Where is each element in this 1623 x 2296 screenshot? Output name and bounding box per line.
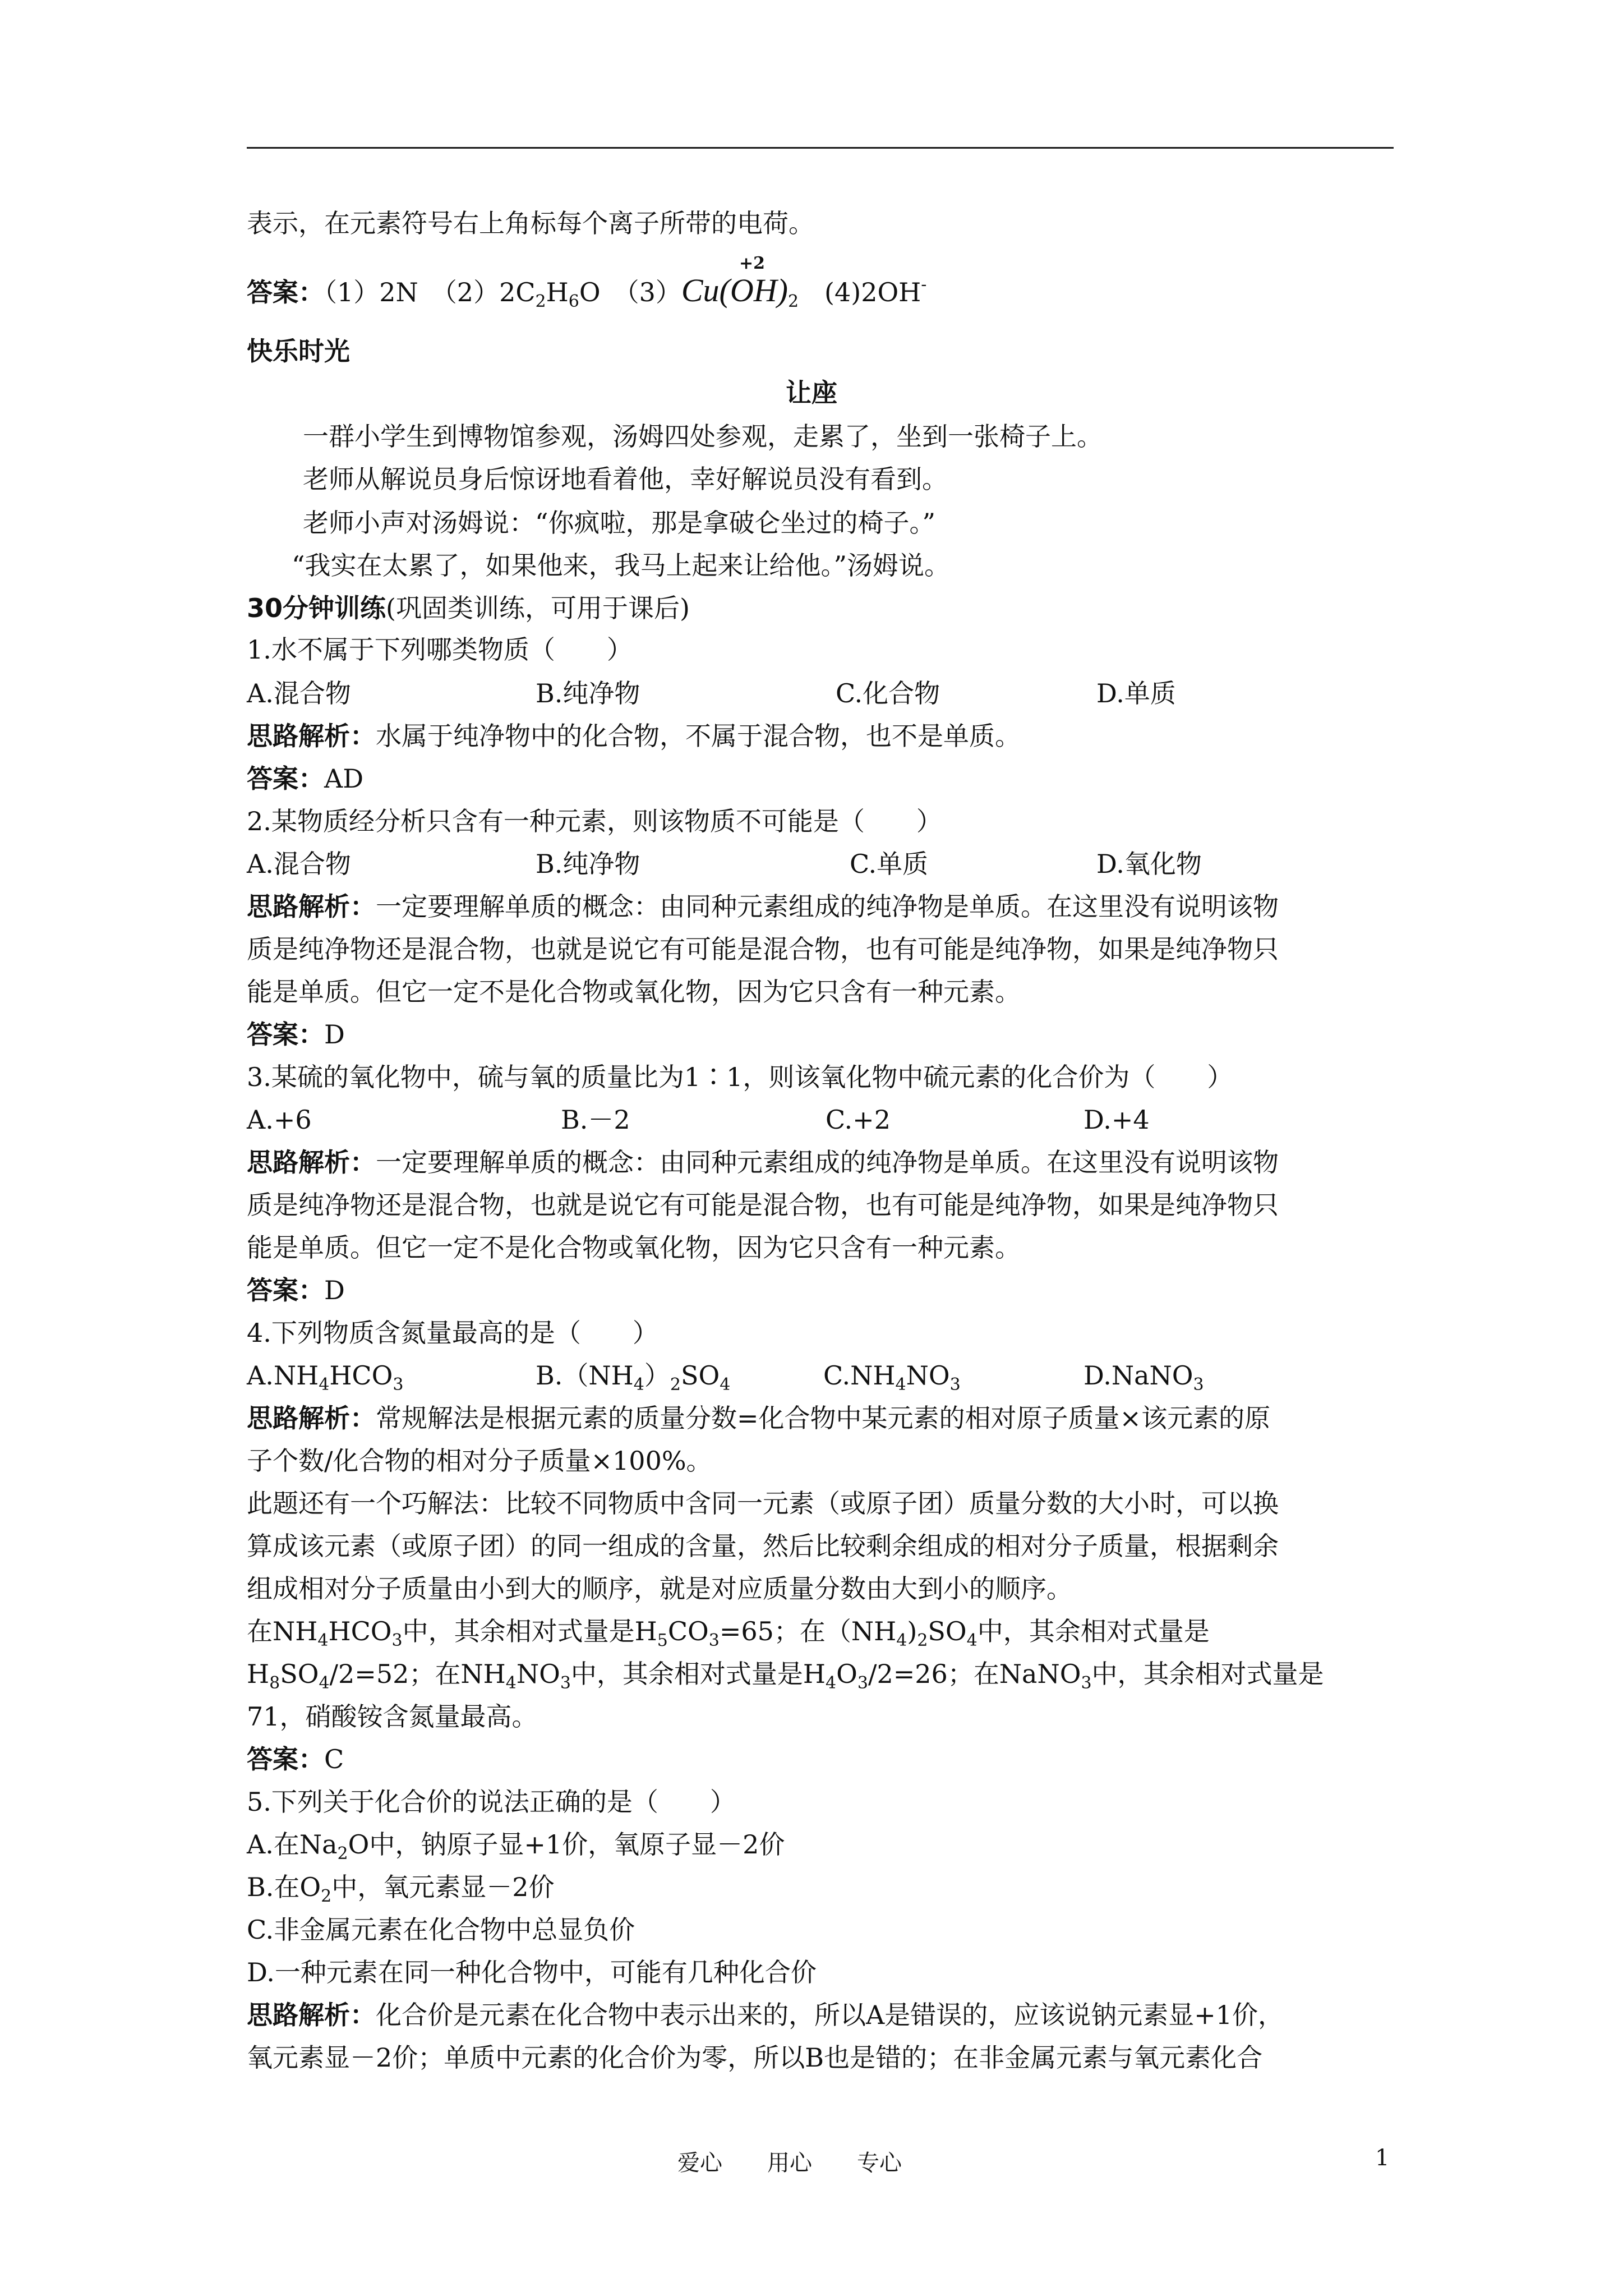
analysis-label: 思路解析： <box>247 2000 376 2030</box>
q5-option-c: C.非金属元素在化合物中总显负价 <box>247 1915 635 1945</box>
answer-part-3: （3） <box>626 277 681 307</box>
answer-text: AD <box>324 763 364 794</box>
analysis-line: 质是纯净物还是混合物，也就是说它有可能是混合物，也有可能是纯净物，如果是纯净物只 <box>247 934 1279 964</box>
q4-option-b: $B.(NH_4)_2SO_4$ <box>536 1360 731 1395</box>
subscript: 2 <box>535 292 546 311</box>
q2-option-c: C.单质 <box>850 849 929 879</box>
page-number: 1 <box>1375 2145 1390 2171</box>
q4-option-c: $C.NH_4NO_3$ <box>823 1360 961 1395</box>
question-5: 5.下列关于化合价的说法正确的是（ ） <box>247 1787 736 1817</box>
answer-line <box>247 763 363 794</box>
analysis-line: 此题还有一个巧解法：比较不同物质中含同一元素（或原子团）质量分数的大小时，可以换 <box>247 1488 1279 1519</box>
superscript: - <box>921 275 927 295</box>
analysis-line <box>247 891 1279 922</box>
answer-part-4: (4)2OH <box>824 277 921 307</box>
footer-text: 爱心 用心 专心 <box>677 2150 902 2176</box>
answer-label: 答案： <box>247 1744 324 1774</box>
q5-option-a: A.在$Na_2O$中，钠原子显+1价，氧原子显－2价 <box>247 1829 785 1864</box>
analysis-line: 能是单质。但它一定不是化合物或氧化物，因为它只含有一种元素。 <box>247 1232 1021 1263</box>
analysis-text: 化合价是元素在化合物中表示出来的，所以A是错误的，应该说钠元素显+1价， <box>376 2000 1284 2030</box>
analysis-line <box>247 720 1021 752</box>
answer-label: 答案： <box>247 1019 324 1050</box>
story-line: 老师小声对汤姆说：“你疯啦，那是拿破仑坐过的椅子。” <box>303 508 936 538</box>
analysis-line: 氧元素显－2价；单质中元素的化合价为零，所以B也是错的；在非金属元素与氧元素化合 <box>247 2042 1263 2073</box>
question-4: 4.下列物质含氮量最高的是（ ） <box>247 1318 658 1348</box>
copper-hydroxide-formula: Cu(OH) <box>681 272 788 309</box>
answer-part-2b: H <box>546 277 569 307</box>
analysis-line: $H_8SO_4/2=52$；在$NH_4NO_3$中，其余相对式量是$H_4O_3/2=26$；在NaNO$_3$中，其余相对式量是 <box>247 1659 1324 1693</box>
analysis-text: 一定要理解单质的概念：由同种元素组成的纯净物是单质。在这里没有说明该物 <box>376 891 1279 922</box>
story-line: 一群小学生到博物馆参观，汤姆四处参观，走累了，坐到一张椅子上。 <box>303 421 1103 452</box>
q2-option-d: D.氧化物 <box>1096 849 1202 879</box>
story-title: 让座 <box>786 378 837 408</box>
subscript: 2 <box>321 1887 332 1906</box>
answer-text: D <box>324 1019 345 1050</box>
q5-option-b-end: 中，氧元素显－2价 <box>331 1872 555 1902</box>
question-2: 2.某物质经分析只含有一种元素，则该物质不可能是（ ） <box>247 806 942 836</box>
analysis-line: 质是纯净物还是混合物，也就是说它有可能是混合物，也有可能是纯净物，如果是纯净物只 <box>247 1190 1279 1220</box>
analysis-label: 思路解析： <box>247 721 376 751</box>
answer-part-1: （1）2N <box>324 277 418 307</box>
analysis-line: 能是单质。但它一定不是化合物或氧化物，因为它只含有一种元素。 <box>247 977 1021 1007</box>
answer-part-2c: O <box>579 277 601 307</box>
q3-option-c: C.+2 <box>826 1105 891 1135</box>
analysis-text: 一定要理解单质的概念：由同种元素组成的纯净物是单质。在这里没有说明该物 <box>376 1147 1279 1177</box>
analysis-line: 子个数/化合物的相对分子质量×100%。 <box>247 1446 712 1476</box>
q1-option-c: C.化合物 <box>836 678 940 708</box>
q5-option-b-start: B.在O <box>247 1872 321 1902</box>
answer-line <box>247 272 927 311</box>
story-line: 老师从解说员身后惊讶地看着他，幸好解说员没有看到。 <box>303 464 948 494</box>
story-line: “我实在太累了，如果他来，我马上起来让给他。”汤姆说。 <box>292 550 951 581</box>
question-1: 1.水不属于下列哪类物质（ ） <box>247 634 633 665</box>
training-title: 30分钟训练 <box>247 593 386 623</box>
answer-line <box>247 1743 344 1775</box>
q1-option-b: B.纯净物 <box>536 678 640 708</box>
analysis-line <box>247 1999 1284 2031</box>
answer-text: C <box>324 1744 344 1774</box>
answer-label: 答案： <box>247 277 324 307</box>
subscript: 6 <box>568 292 579 311</box>
analysis-line: 算成该元素（或原子团）的同一组成的含量，然后比较剩余组成的相对分子质量，根据剩余 <box>247 1531 1279 1561</box>
q3-option-a: A.+6 <box>247 1105 312 1135</box>
q2-option-a: A.混合物 <box>247 849 351 879</box>
q2-option-b: B.纯净物 <box>536 849 640 879</box>
analysis-line: 在$NH_4HCO_3$中，其余相对式量是$H_5CO_3=65$；在$(NH_4)_2SO_4$中，其余相对式量是 <box>247 1616 1210 1650</box>
text-line: 表示，在元素符号右上角标每个离子所带的电荷。 <box>247 208 814 238</box>
answer-label: 答案： <box>247 763 324 794</box>
analysis-label: 思路解析： <box>247 1403 376 1433</box>
header-rule <box>247 147 1394 149</box>
q1-option-a: A.混合物 <box>247 678 351 708</box>
analysis-line: 71，硝酸铵含氮量最高。 <box>247 1701 538 1732</box>
subscript: 2 <box>787 292 799 311</box>
question-3: 3.某硫的氧化物中，硫与氧的质量比为1∶1，则该氧化物中硫元素的化合价为（ ） <box>247 1062 1233 1092</box>
q4-option-d: D.NaNO$_3$ <box>1083 1360 1204 1395</box>
q5-option-b <box>247 1871 555 1906</box>
q1-option-d: D.单质 <box>1096 678 1176 708</box>
answer-line <box>247 1274 345 1306</box>
q3-option-b: B.－2 <box>561 1105 630 1135</box>
section-heading: 快乐时光 <box>247 336 350 366</box>
q3-option-d: D.+4 <box>1083 1105 1150 1135</box>
analysis-line <box>247 1147 1279 1178</box>
answer-line <box>247 1019 345 1050</box>
analysis-text: 常规解法是根据元素的质量分数=化合物中某元素的相对原子质量×该元素的原 <box>376 1403 1271 1433</box>
analysis-line: 组成相对分子质量由小到大的顺序，就是对应质量分数由大到小的顺序。 <box>247 1573 1072 1604</box>
analysis-label: 思路解析： <box>247 891 376 922</box>
valence-mark: +2 <box>739 254 766 273</box>
analysis-line <box>247 1402 1270 1434</box>
q4-option-a: $A.NH_4HCO_3$ <box>247 1360 404 1395</box>
analysis-label: 思路解析： <box>247 1147 376 1177</box>
analysis-text: 水属于纯净物中的化合物，不属于混合物，也不是单质。 <box>376 721 1021 751</box>
answer-part-2a: （2）2C <box>444 277 536 307</box>
training-heading <box>247 592 690 624</box>
training-note: (巩固类训练，可用于课后) <box>386 593 690 623</box>
q5-option-d: D.一种元素在同一种化合物中，可能有几种化合价 <box>247 1957 817 1987</box>
answer-text: D <box>324 1275 345 1305</box>
answer-label: 答案： <box>247 1275 324 1305</box>
